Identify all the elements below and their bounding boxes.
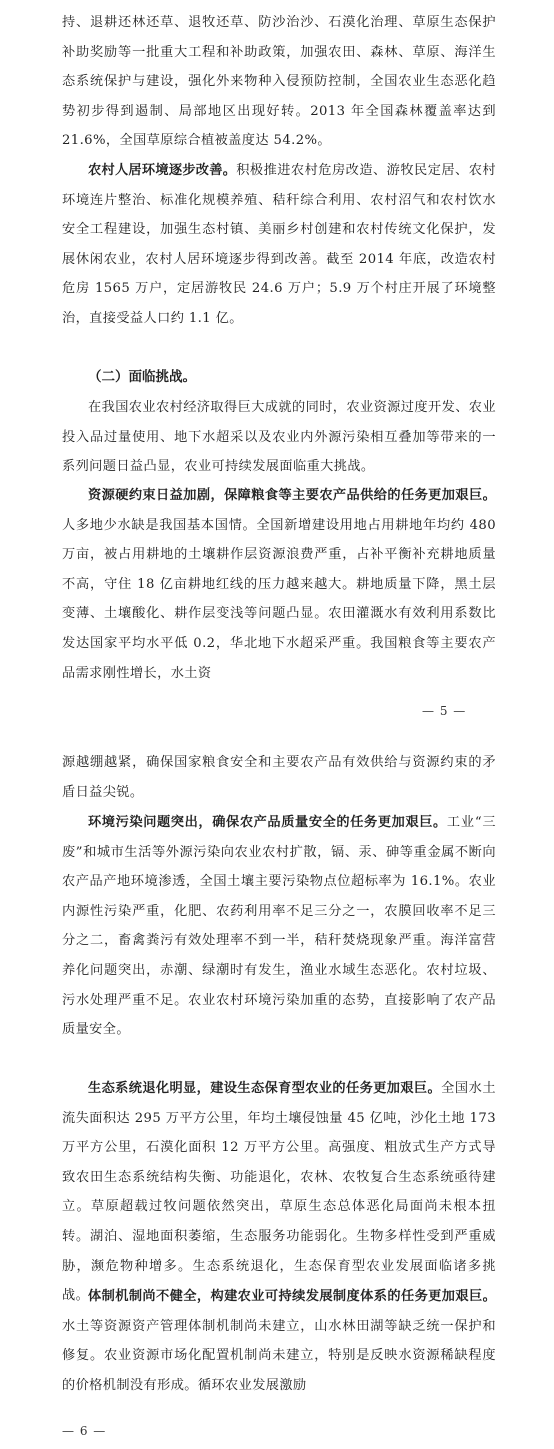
paragraph-environmental-pollution (62, 808, 496, 1045)
paragraph-lead-rural: 农村人居环境逐步改善。 (88, 163, 237, 178)
paragraph-ecology-continued: 持、退耕还林还草、退牧还草、防沙治沙、石漠化治理、草原生态保护补助奖励等一批重大工程和补助政策，加强农田、森林、草原、海洋生态系统保护与建设，强化外来物种入侵预防控制，全国农业生态恶化趋势初步得到遏制、局部地区出现好转。2013 年全国森林覆盖率达到 21.6%，全国草原综合植被盖度达 54.2%。 (62, 15, 496, 149)
paragraph-body-pollution: 工业“三废”和城市生活等外源污染向农业农村扩散，镉、汞、砷等重金属不断向农产品产地环境渗透，全国土壤主要污染物点位超标率为 16.1%。农业内源性污染严重，化肥、农药利用率不足三分之一，农膜回收率不足三分之二，畜禽粪污有效处理率不到一半，秸秆焚烧现象严重。海洋富营养化问题突出，赤潮、绿潮时有发生，渔业水域生态恶化。农村垃圾、污水处理严重不足。农业农村环境污染加重的态势，直接影响了农产品质量安全。 (62, 815, 497, 1038)
paragraph-body-institutional: 水土等资源资产管理体制机制尚未建立，山水林田湖等缺乏统一保护和修复。农业资源市场化配置机制尚未建立，特别是反映水资源稀缺程度的价格机制没有形成。循环农业发展激励 (62, 1318, 496, 1393)
paragraph-lead-resource: 资源硬约束日益加剧，保障粮食等主要农产品供给的任务更加艰巨。 (88, 488, 496, 503)
paragraph-resource-constraints (62, 481, 496, 688)
paragraph-institutional-mechanisms (62, 1282, 496, 1400)
page-number: — 6 — (62, 1424, 107, 1438)
paragraph-lead-ecosystem: 生态系统退化明显，建设生态保育型农业的任务更加艰巨。 (88, 1081, 442, 1096)
paragraph-lead-pollution: 环境污染问题突出，确保农产品质量安全的任务更加艰巨。 (88, 815, 447, 830)
paragraph-body-ecosystem: 全国水土流失面积达 295 万平方公里，年均土壤侵蚀量 45 亿吨，沙化土地 173 万平方公里，石漠化面积 12 万平方公里。高强度、粗放式生产方式导致农田生态系统结构失衡、功能退化，农林、农牧复合生态系统亟待建立。草原超载过牧问题依然突出，草原生态总体恶化局面尚未根本扭转。湖泊、湿地面积萎缩，生态服务功能弱化。生物多样性受到严重威胁，濒危物种增多。生态系统退化，生态保育型农业发展面临诸多挑战。 (62, 1081, 496, 1304)
paragraph-body-rural: 积极推进农村危房改造、游牧民定居、农村环境连片整治、标准化规模养殖、秸秆综合利用、农村沼气和农村饮水安全工程建设，加强生态村镇、美丽乡村创建和农村传统文化保护，发展休闲农业，农村人居环境逐步得到改善。截至 2014 年底，改造农村危房 1565 万户，定居游牧民 24.6 万户；5.9 万个村庄开展了环境整治，直接受益人口约 1.1 亿。 (62, 163, 496, 326)
page-number: — 5 — (422, 704, 467, 718)
page-6 (0, 738, 554, 1449)
paragraph-challenges-intro: 在我国农业农村经济取得巨大成就的同时，农业资源过度开发、农业投入品过量使用、地下水超采以及农业内外源污染相互叠加等带来的一系列问题日益凸显，农业可持续发展面临重大挑战。 (62, 400, 496, 475)
paragraph-rural-environment (62, 156, 496, 334)
paragraph-ecosystem-degradation (62, 1074, 496, 1311)
paragraph-body-resource: 人多地少水缺是我国基本国情。全国新增建设用地占用耕地年均约 480 万亩，被占用耕地的土壤耕作层资源浪费严重，占补平衡补充耕地质量不高，守住 18 亿亩耕地红线的压力越来越大。耕地质量下降，黑土层变薄、土壤酸化、耕作层变浅等问题凸显。农田灌溉水有效利用系数比发达国家平均水平低 0.2，华北地下水超采严重。我国粮食等主要农产品需求刚性增长，水土资 (62, 517, 496, 681)
paragraph-resource-continued: 源越绷越紧，确保国家粮食安全和主要农产品有效供给与资源约束的矛盾日益尖锐。 (62, 755, 496, 800)
paragraph-lead-institutional: 体制机制尚不健全，构建农业可持续发展制度体系的任务更加艰巨。 (88, 1289, 496, 1304)
section-heading-challenges: （二）面临挑战。 (88, 369, 196, 385)
